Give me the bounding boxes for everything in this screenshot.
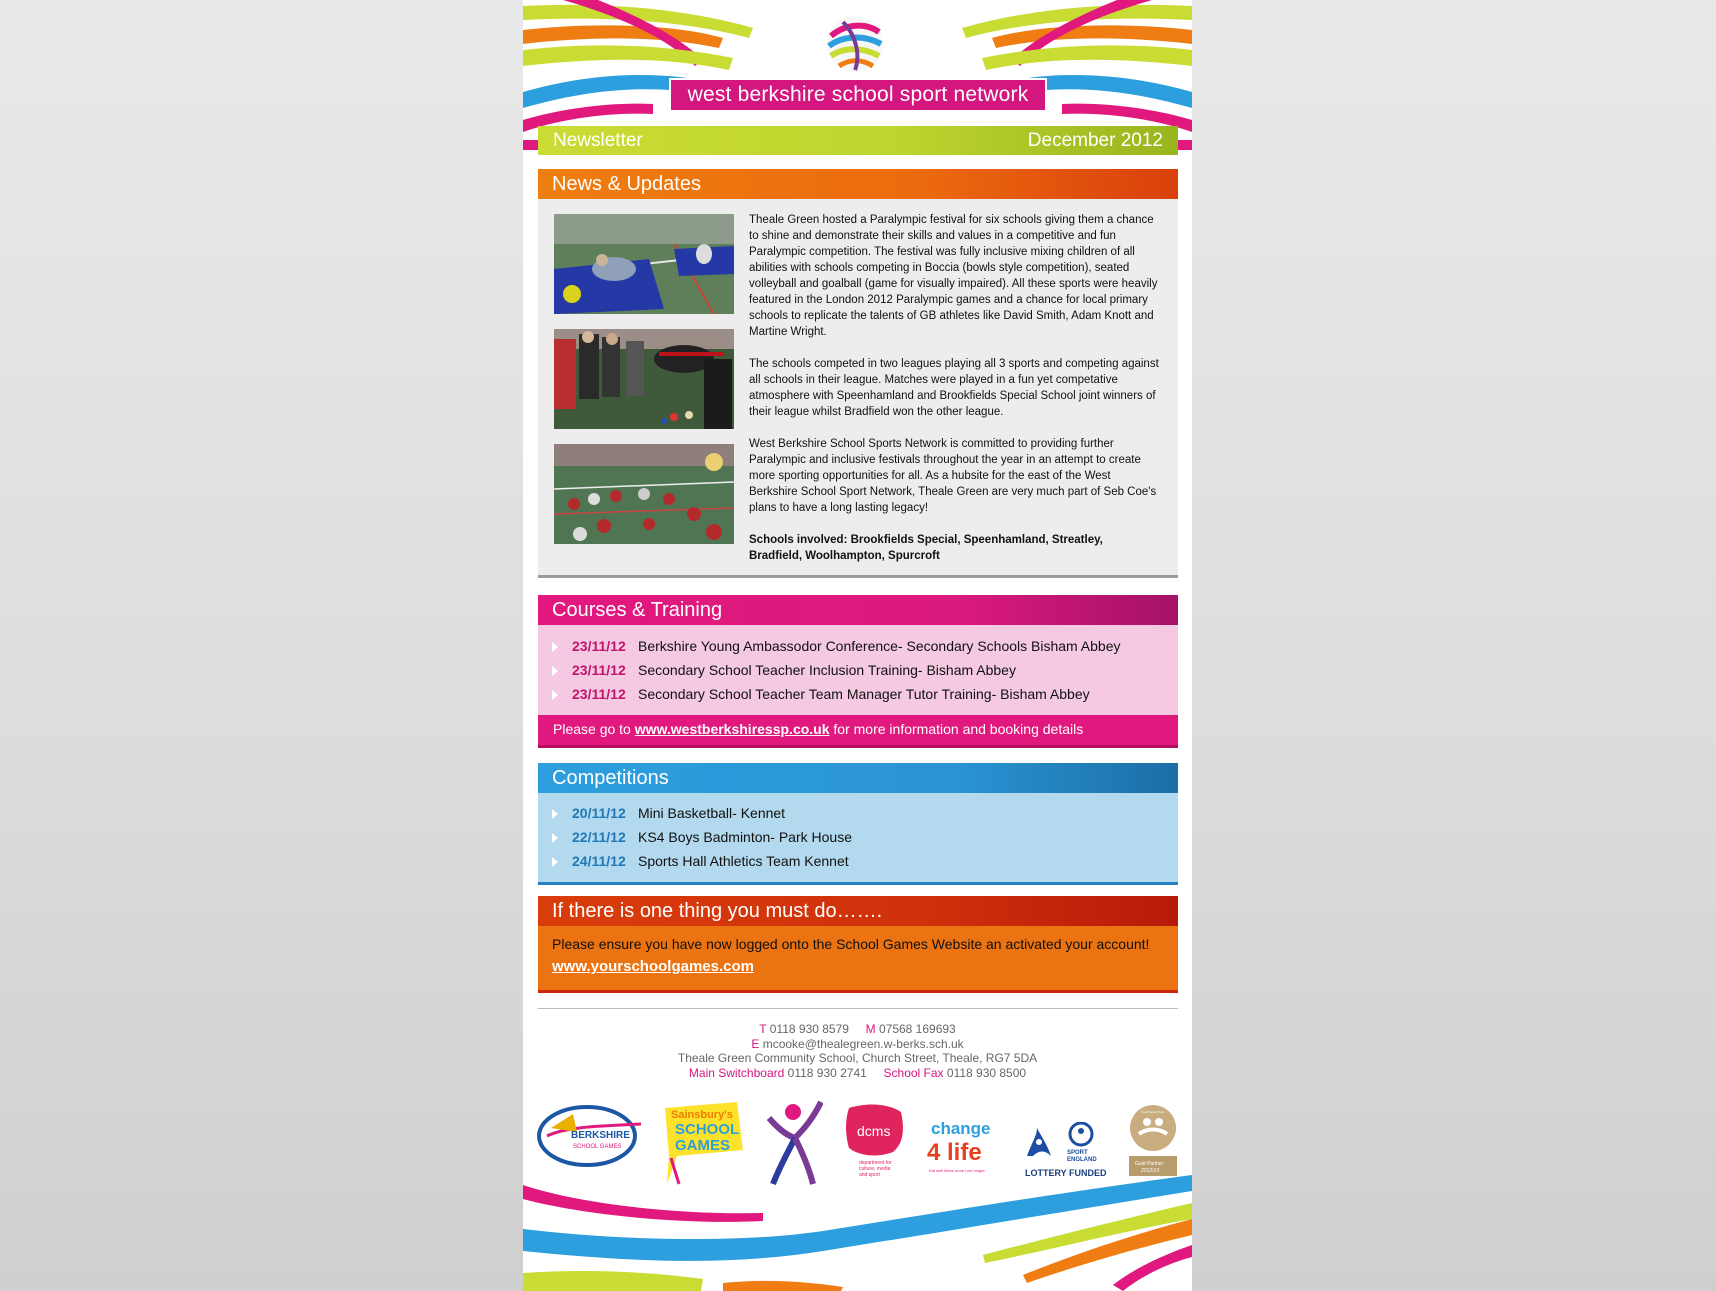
item-description: Mini Basketball- Kennet [638, 805, 786, 821]
dcms-text-2: culture, media [859, 1166, 891, 1172]
news-photo-goalball [554, 214, 734, 314]
newsletter-date: December 2012 [1027, 130, 1163, 151]
bullet-arrow-icon [552, 857, 558, 867]
newsletter-bar [538, 126, 1178, 155]
england-text: ENGLAND [1067, 1157, 1097, 1163]
sport-text: SPORT [1067, 1150, 1088, 1156]
must-do-section-title: If there is one thing you must do……. [538, 896, 1178, 926]
berkshire-school-games-logo [537, 1104, 643, 1168]
change-text: change [931, 1119, 991, 1138]
mobile-label: M [865, 1022, 876, 1036]
item-description: Berkshire Young Ambassodor Conference- Secondary Schools Bisham Abbey [638, 638, 1121, 654]
mobile-value: 07568 169693 [878, 1022, 956, 1036]
courses-section-title: Courses & Training [538, 595, 1178, 625]
competitions-list [538, 793, 1178, 885]
item-date: 22/11/12 [572, 829, 626, 845]
news-section [538, 199, 1178, 578]
booking-info-bar [538, 715, 1178, 748]
contact-phone-line [523, 1022, 1192, 1037]
news-photo-volleyball [554, 444, 734, 544]
dcms-mark: dcms [857, 1123, 891, 1139]
news-paragraph: The schools competed in two leagues playing all 3 sports and competing against all schools in their league. Matches were played in a fun yet competative atmosphere with Speenhamland and Brookfields Special School joint winners of their league whilst Bradfield won the other league. [749, 358, 1159, 418]
item-date: 23/11/12 [572, 662, 626, 678]
news-article [749, 212, 1159, 580]
news-paragraph: West Berkshire School Sports Network is committed to providing further Paralympic and inclusive festivals throughout the year in an attempt to create more sporting opportunities for all. As a hubsite for the east of the West Berkshire School Sport Network, Theale Green are very much part of Seb Coe's plans to have a long lasting legacy! [749, 438, 1157, 514]
dcms-text-1: department for [859, 1160, 892, 1166]
schools-involved: Schools involved: Brookfields Special, Speenhamland, Streatley, Bradfield, Woolhampton, Spurcroft [749, 534, 1103, 562]
info-suffix: for more information and booking details [829, 721, 1084, 737]
lottery-funded-logo [1023, 1122, 1107, 1178]
item-date: 24/11/12 [572, 853, 626, 869]
bullet-arrow-icon [552, 833, 558, 843]
change4life-tagline: Eat well Move more Live longer [929, 1168, 985, 1173]
change4life-logo [925, 1116, 1001, 1176]
must-do-section [538, 926, 1178, 993]
phone-value: 0118 930 8579 [769, 1022, 849, 1036]
youth-sport-trust-logo [1127, 1104, 1179, 1178]
youth-sport-trust-text: Youth Sport Trust [1141, 1110, 1165, 1114]
news-paragraph: Theale Green hosted a Paralympic festival for six schools giving them a chance to shine and demonstrate their skills and values in a competitive and fun Paralympic competition. The festival was fully inclusive mixing children of all abilities with schools competing in Boccia (bowls style competition), seated volleyball and goalball (game for visually impaired). All these sports were heavily featured in the London 2012 Paralympic games and a chance for local primary schools to replicate the talents of GB athletes like David Smith, Adam Knott and Martine Wright. [749, 214, 1158, 338]
games-text: GAMES [675, 1137, 731, 1154]
switchboard-value: 0118 930 2741 [787, 1066, 867, 1080]
courses-list [538, 625, 1178, 715]
item-description: Secondary School Teacher Inclusion Training- Bisham Abbey [638, 662, 1016, 678]
news-photo-boccia [554, 329, 734, 429]
newsletter-page [523, 0, 1192, 1291]
divider [538, 1008, 1178, 1009]
item-description: KS4 Boys Badminton- Park House [638, 829, 852, 845]
fax-label: School Fax [883, 1066, 944, 1080]
lottery-funded-text: LOTTERY FUNDED [1025, 1168, 1107, 1178]
email-label: E [751, 1037, 760, 1051]
contact-address: Theale Green Community School, Church Street, Theale, RG7 5DA [677, 1051, 1038, 1065]
bullet-arrow-icon [552, 809, 558, 819]
switchboard-label: Main Switchboard [688, 1066, 785, 1080]
contact-switchboard-line [523, 1066, 1192, 1081]
yourschoolgames-link[interactable]: www.yourschoolgames.com [552, 958, 754, 975]
fax-value: 0118 930 8500 [946, 1066, 1027, 1080]
must-do-text: Please ensure you have now logged onto the School Games Website an activated your account! [552, 936, 1150, 952]
news-section-title: News & Updates [538, 169, 1178, 199]
item-description: Sports Hall Athletics Team Kennet [638, 853, 849, 869]
info-prefix: Please go to [553, 721, 635, 737]
sainsburys-text: Sainsbury's [671, 1109, 733, 1121]
gold-partner-year: 2012/13 [1141, 1168, 1160, 1174]
contact-email-line [523, 1037, 1192, 1052]
email-value[interactable]: mcooke@thealegreen.w-berks.sch.uk [762, 1037, 964, 1051]
footer-swoosh-decoration [523, 1175, 1192, 1291]
item-date: 23/11/12 [572, 638, 626, 654]
bullet-arrow-icon [552, 666, 558, 676]
newsletter-label: Newsletter [553, 130, 643, 151]
item-date: 20/11/12 [572, 805, 626, 821]
item-description: Secondary School Teacher Team Manager Tutor Training- Bisham Abbey [638, 686, 1090, 702]
gold-partner-text: Gold Partner [1135, 1161, 1164, 1167]
brand-title: west berkshire school sport network [671, 80, 1045, 110]
school-text: SCHOOL [675, 1121, 740, 1138]
bullet-arrow-icon [552, 690, 558, 700]
competitions-section-title: Competitions [538, 763, 1178, 793]
dcms-logo [843, 1102, 907, 1180]
berkshire-text: BERKSHIRE [571, 1130, 630, 1141]
network-logo-icon [825, 14, 885, 74]
dcms-text-3: and sport [859, 1172, 880, 1178]
item-date: 23/11/12 [572, 686, 626, 702]
4life-text: 4 life [927, 1139, 982, 1166]
berkshire-subtext: SCHOOL GAMES [573, 1144, 622, 1150]
bullet-arrow-icon [552, 642, 558, 652]
westberkshiressp-link[interactable]: www.westberkshiressp.co.uk [634, 721, 830, 737]
phone-label: T [759, 1022, 767, 1036]
